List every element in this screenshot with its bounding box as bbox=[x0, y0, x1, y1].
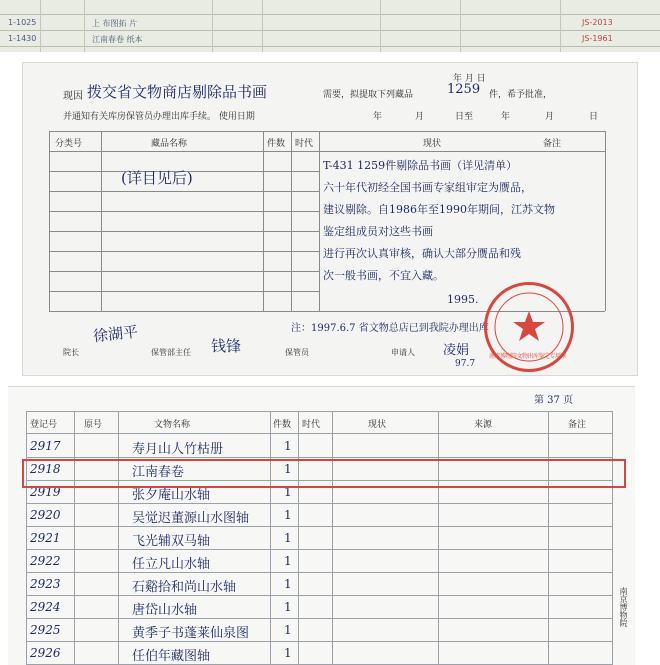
ledger-row-reg-no: 2925 bbox=[30, 623, 61, 637]
strip-stamp-1: JS-2013 bbox=[582, 18, 613, 27]
strip-stamp-2: JS-1961 bbox=[582, 34, 613, 43]
date-day-2: 日 bbox=[589, 112, 599, 122]
ledger-row-reg-no: 2921 bbox=[30, 531, 61, 545]
ledger-row-qty: 1 bbox=[284, 531, 292, 545]
red-official-seal bbox=[484, 282, 574, 372]
director-label: 院长 bbox=[63, 348, 79, 357]
item-count: 1259 bbox=[447, 82, 481, 97]
ledger-row-qty: 1 bbox=[284, 646, 292, 660]
ledger-row-qty: 1 bbox=[284, 485, 292, 499]
note-year: 1995. bbox=[447, 293, 479, 306]
col-item-name: 藏品名称 bbox=[151, 139, 188, 149]
ledger-row-qty: 1 bbox=[284, 508, 292, 522]
ledger-row-item-name: 石谿拾和尚山水轴 bbox=[132, 580, 237, 595]
dept-head-signature: 钱锋 bbox=[211, 337, 242, 355]
title-suffix: 需要，拟提取下列藏品 bbox=[323, 90, 414, 100]
handled-date: 97.7 bbox=[455, 359, 476, 369]
ledger-col-source: 来源 bbox=[474, 420, 493, 430]
ledger-row-item-name: 江南春卷 bbox=[132, 465, 185, 480]
ledger-row-item-name: 任伯年藏图轴 bbox=[132, 649, 211, 664]
ledger-row-item-name: 吴觉迟董源山水图轴 bbox=[132, 511, 250, 526]
applicant-label: 申请人 bbox=[391, 348, 415, 357]
title-handwritten: 拨交省文物商店剔除品书画 bbox=[87, 83, 268, 101]
bottom-note: 注：1997.6.7 省文物总店已到我院办理出库 bbox=[291, 323, 489, 334]
ledger-row-qty: 1 bbox=[284, 439, 292, 453]
ledger-col-orig-no: 原号 bbox=[84, 420, 103, 430]
col-qty: 件数 bbox=[267, 139, 286, 149]
details-see-list: (详目见后) bbox=[121, 169, 193, 187]
date-month-2: 月 bbox=[545, 112, 555, 122]
note-line-5: 进行再次认真审核，确认大部分赝品和残 bbox=[323, 247, 521, 260]
ledger-row-reg-no: 2920 bbox=[30, 508, 61, 522]
seal-text: 南京博物院文物出库鉴定专用章 bbox=[489, 353, 567, 360]
date-month-1: 月 bbox=[415, 112, 425, 122]
date-day-1: 日至 bbox=[455, 112, 474, 122]
highlight-row-2918 bbox=[22, 459, 626, 488]
ledger-row-reg-no: 2922 bbox=[30, 554, 61, 568]
strip-entry-1-text: 上 布图拓 片 bbox=[92, 19, 138, 28]
strip-entry-2-text: 江南春卷 纸本 bbox=[92, 35, 143, 44]
ledger-row-qty: 1 bbox=[284, 577, 292, 591]
note-line-1: T-431 1259件剔除品书画（详见清单） bbox=[323, 159, 518, 172]
ledger-row-item-name: 任立凡山水轴 bbox=[132, 557, 211, 572]
title-prefix: 现因 bbox=[63, 91, 83, 102]
subtitle: 并通知有关库房保管员办理出库手续。 使用日期 bbox=[63, 112, 255, 122]
note-line-4: 鉴定组成员对这些书画 bbox=[323, 225, 433, 238]
ledger-row-reg-no: 2926 bbox=[30, 646, 61, 660]
dept-head-label: 保管部主任 bbox=[151, 348, 191, 357]
ledger-side-note: 南京博物院 bbox=[619, 587, 628, 627]
ledger-col-qty: 件数 bbox=[273, 420, 292, 430]
col-remarks: 备注 bbox=[543, 139, 562, 149]
ledger-row-item-name: 张夕庵山水轴 bbox=[132, 488, 211, 503]
collection-ledger bbox=[8, 386, 635, 665]
ledger-row-reg-no: 2924 bbox=[30, 600, 61, 614]
ledger-page-number: 第 37 页 bbox=[534, 395, 574, 406]
strip-entry-1-num: 1-1025 bbox=[8, 18, 37, 27]
top-ledger-strip bbox=[0, 0, 660, 52]
col-category: 分类号 bbox=[55, 139, 83, 149]
ledger-row-qty: 1 bbox=[284, 600, 292, 614]
date-year-2: 年 bbox=[501, 112, 511, 122]
strip-entry-2-num: 1-1430 bbox=[8, 34, 37, 43]
ledger-col-reg-no: 登记号 bbox=[30, 420, 58, 430]
form-header-date: 年 月 日 bbox=[453, 74, 486, 84]
handled-by: 凌娟 bbox=[443, 343, 470, 358]
note-line-3: 建议剔除。自1986年至1990年期间，江苏文物 bbox=[323, 203, 555, 216]
count-suffix: 件，希予批准， bbox=[489, 90, 553, 100]
note-line-6: 次一般书画，不宜入藏。 bbox=[323, 269, 444, 282]
ledger-row-item-name: 飞光辅双马轴 bbox=[132, 534, 211, 549]
col-condition: 现状 bbox=[423, 139, 442, 149]
ledger-col-name: 文物名称 bbox=[154, 420, 191, 430]
note-line-2: 六十年代初经全国书画专家组审定为赝品， bbox=[323, 181, 532, 194]
ledger-row-qty: 1 bbox=[284, 623, 292, 637]
director-signature: 徐湖平 bbox=[92, 322, 139, 346]
ledger-col-remarks: 备注 bbox=[568, 420, 587, 430]
ledger-row-qty: 1 bbox=[284, 554, 292, 568]
keeper-label: 保管员 bbox=[285, 348, 309, 357]
ledger-col-condition: 现状 bbox=[368, 420, 387, 430]
col-period: 时代 bbox=[295, 139, 314, 149]
ledger-row-item-name: 唐岱山水轴 bbox=[132, 603, 198, 618]
ledger-col-period: 时代 bbox=[302, 420, 321, 430]
ledger-row-reg-no: 2918 bbox=[30, 462, 61, 476]
ledger-row-item-name: 黄季子书蓬莱仙泉图 bbox=[132, 626, 250, 641]
ledger-row-reg-no: 2919 bbox=[30, 485, 61, 499]
ledger-row-qty: 1 bbox=[284, 462, 292, 476]
ledger-row-reg-no: 2917 bbox=[30, 439, 61, 453]
ledger-row-reg-no: 2923 bbox=[30, 577, 61, 591]
ledger-row-item-name: 寿月山人竹枯册 bbox=[132, 442, 224, 457]
date-year-1: 年 bbox=[373, 112, 383, 122]
